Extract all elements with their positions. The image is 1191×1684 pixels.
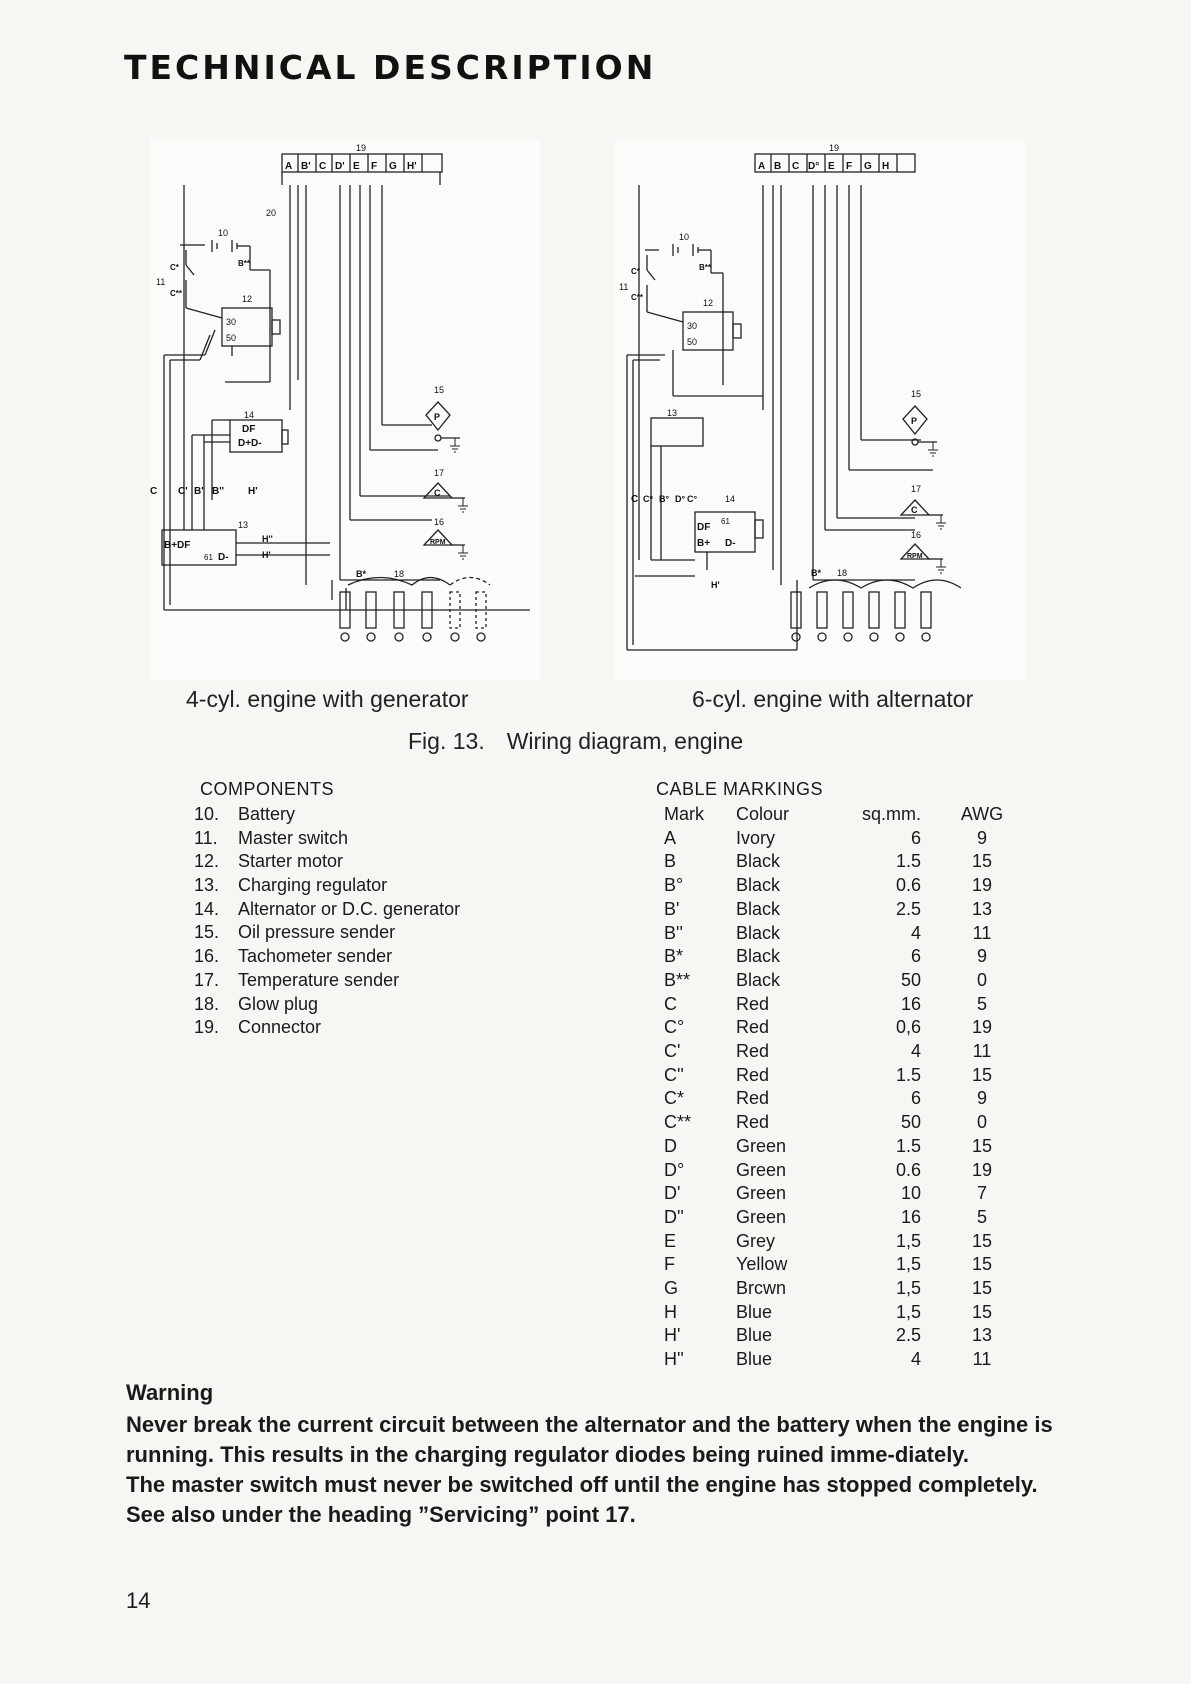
wire-label: C*: [643, 494, 654, 504]
cable-sqmm: 50: [900, 969, 922, 990]
terminal-label: 50: [226, 333, 237, 343]
cable-mark: B': [664, 898, 680, 919]
table-row: [664, 1277, 1007, 1301]
connector-pin-label: F: [371, 161, 378, 172]
cable-colour: Black: [736, 969, 781, 990]
ref-number: 17: [434, 468, 445, 478]
cable-sqmm: 1.5: [895, 851, 922, 872]
list-item: [194, 921, 460, 945]
warning-paragraph: Never break the current circuit between the alternator and the battery when the engine is running. This results in the charging regulator diodes being ruined imme-diately.: [126, 1412, 1053, 1467]
cable-colour: Red: [736, 1017, 770, 1038]
column-header: sq.mm.: [862, 804, 922, 824]
cable-awg: 15: [972, 1278, 993, 1299]
cable-colour: Yellow: [736, 1254, 788, 1275]
cable-colour: Green: [736, 1135, 787, 1156]
table-row: [664, 1040, 1007, 1064]
cable-mark: A: [664, 827, 677, 848]
table-row: [664, 1253, 1007, 1277]
table-row: [664, 1301, 1007, 1325]
table-row: [664, 945, 1007, 969]
warning-title: Warning: [126, 1380, 214, 1405]
connector-pin-label: C: [319, 161, 327, 172]
connector-pin-label: F: [846, 161, 853, 172]
wire-label: C*: [170, 263, 179, 272]
cable-sqmm: 0.6: [895, 875, 922, 896]
tacho-sender-symbol: RPM: [430, 539, 446, 546]
cable-awg: 15: [972, 1301, 993, 1322]
wire-label: C**: [170, 289, 183, 298]
wiring-diagram-6cyl-svg: [615, 140, 1025, 680]
figure-title: Wiring diagram, engine: [506, 728, 744, 754]
cable-colour: Blue: [736, 1349, 773, 1370]
components-heading: COMPONENTS: [200, 779, 335, 799]
wiring-diagram-4cyl-svg: [150, 140, 540, 680]
connector-pin-label: C: [792, 161, 800, 172]
cable-colour: Ivory: [736, 827, 776, 848]
wire-label: B**: [699, 263, 712, 272]
connector-pin-label: G: [389, 161, 397, 172]
ref-number: 16: [434, 517, 445, 527]
cable-sqmm: 4: [911, 922, 922, 943]
component-name: Oil pressure sender: [238, 922, 396, 943]
cable-sqmm: 6: [911, 827, 922, 848]
ref-number: 10: [679, 232, 690, 242]
cable-colour: Blue: [736, 1325, 773, 1346]
cable-mark: H: [664, 1301, 677, 1322]
table-row: [664, 1087, 1007, 1111]
ref-number: 17: [911, 484, 922, 494]
list-item: [194, 850, 460, 874]
cable-sqmm: 16: [900, 1206, 922, 1227]
cable-sqmm: 1,5: [895, 1254, 922, 1275]
connector-pin-label: A: [285, 161, 293, 172]
table-row: [664, 993, 1007, 1017]
wiring-diagram-6cyl: [615, 140, 1025, 680]
connector-pin-label: B': [301, 161, 311, 172]
cable-awg: 15: [972, 1064, 993, 1085]
cable-awg: 0: [977, 969, 988, 990]
component-number: 18.: [194, 993, 220, 1014]
wire-label: B*: [811, 568, 822, 578]
cable-mark: H'': [664, 1349, 684, 1370]
table-row: [664, 1064, 1007, 1088]
component-name: Master switch: [238, 827, 349, 848]
terminal-label: 30: [687, 321, 698, 331]
cable-sqmm: 1.5: [895, 1064, 922, 1085]
connector-pin-label: E: [353, 161, 360, 172]
connector-pin-label: D°: [808, 161, 820, 172]
cable-mark: D: [664, 1135, 677, 1156]
cable-colour: Black: [736, 898, 781, 919]
cable-awg: 11: [972, 922, 992, 943]
page-title: TECHNICAL DESCRIPTION: [124, 48, 657, 87]
cable-awg: 13: [972, 898, 993, 919]
ref-number: 15: [911, 389, 922, 399]
cable-colour: Green: [736, 1206, 787, 1227]
table-row: [664, 1016, 1007, 1040]
cable-mark: G: [664, 1278, 679, 1299]
ref-number: 11: [619, 282, 629, 292]
cable-colour: Red: [736, 1112, 770, 1133]
component-number: 11.: [194, 827, 218, 848]
cable-mark: B'': [664, 922, 683, 943]
cable-colour: Grey: [736, 1230, 776, 1251]
oil-sender-symbol: P: [434, 412, 441, 422]
connector-ref-number: 19: [356, 143, 367, 153]
cable-sqmm: 0,6: [895, 1017, 922, 1038]
cable-mark: C*: [664, 1088, 685, 1109]
component-number: 13.: [194, 875, 220, 896]
table-row: [664, 1135, 1007, 1159]
figure-caption: [408, 728, 765, 755]
connector-ref-number: 19: [829, 143, 840, 153]
cable-awg: 11: [972, 1041, 992, 1062]
component-number: 19.: [194, 1017, 220, 1038]
wire-label: H': [262, 550, 271, 560]
wire-label: C': [178, 486, 188, 497]
temp-sender-symbol: C: [911, 505, 918, 515]
cable-colour: Green: [736, 1159, 787, 1180]
terminal-label: 50: [687, 337, 698, 347]
cable-awg: 19: [972, 1159, 993, 1180]
component-name: Alternator or D.C. generator: [238, 898, 461, 919]
connector-pin-label: G: [864, 161, 872, 172]
connector-pin-label: E: [828, 161, 835, 172]
table-header-row: [664, 803, 1007, 827]
component-number: 15.: [194, 922, 220, 943]
wire-label: C*: [631, 267, 640, 276]
connector-pin-label: H': [407, 161, 417, 172]
ref-number: 14: [244, 410, 255, 420]
table-row: [664, 1159, 1007, 1183]
wiring-diagram-4cyl: [150, 140, 540, 680]
wire-label: C: [631, 494, 639, 505]
ref-number: 15: [434, 385, 445, 395]
cable-sqmm: 50: [900, 1112, 922, 1133]
component-name: Tachometer sender: [238, 946, 393, 967]
diagram-caption-right: 6-cyl. engine with alternator: [692, 686, 974, 712]
connector-pin-label: D': [335, 161, 345, 172]
cable-mark: H': [664, 1325, 681, 1346]
connector-pin-label: A: [758, 161, 766, 172]
ref-number: 18: [837, 568, 848, 578]
cable-mark: C°: [664, 1017, 685, 1038]
cable-awg: 13: [972, 1325, 993, 1346]
cable-awg: 7: [977, 1183, 988, 1204]
page-number: 14: [126, 1588, 151, 1613]
component-name: Starter motor: [238, 851, 344, 872]
cable-sqmm: 10: [900, 1183, 922, 1204]
cable-awg: 9: [977, 1088, 988, 1109]
cable-sqmm: 2.5: [895, 1325, 922, 1346]
cable-colour: Green: [736, 1183, 787, 1204]
cable-awg: 15: [972, 1254, 993, 1275]
wire-label: D°: [675, 494, 686, 504]
cable-mark: B: [664, 851, 677, 872]
list-item: [194, 827, 460, 851]
ref-number: 12: [242, 294, 253, 304]
cable-mark: D'': [664, 1206, 684, 1227]
cable-sqmm: 6: [911, 946, 922, 967]
list-item: [194, 874, 460, 898]
terminal-label: DF: [242, 424, 256, 435]
cable-mark: B**: [664, 969, 691, 990]
table-row: [664, 1324, 1007, 1348]
cable-sqmm: 1.5: [895, 1135, 922, 1156]
table-row: [664, 1182, 1007, 1206]
ref-number: 13: [238, 520, 249, 530]
table-row: [664, 1348, 1007, 1372]
cable-awg: 5: [977, 993, 988, 1014]
column-header: Colour: [736, 804, 790, 824]
warning-paragraph: The master switch must never be switched off until the engine has stopped completely. See also under the heading ”Servicing” point 17.: [126, 1472, 1038, 1527]
cable-sqmm: 0.6: [895, 1159, 922, 1180]
list-item: [194, 969, 460, 993]
wire-label: C: [150, 486, 158, 497]
cable-awg: 15: [972, 851, 993, 872]
connector-pin-label: B: [774, 161, 782, 172]
terminal-label: D-: [218, 552, 229, 563]
cable-awg: 9: [977, 827, 988, 848]
cable-awg: 11: [972, 1349, 992, 1370]
ref-number: 11: [156, 277, 166, 287]
figure-label: Fig. 13.: [408, 728, 485, 754]
cable-awg: 19: [972, 875, 993, 896]
cable-colour: Blue: [736, 1301, 773, 1322]
cable-mark: F: [664, 1254, 675, 1275]
terminal-label: B+: [697, 538, 711, 549]
cable-colour: Black: [736, 875, 781, 896]
wire-label: H': [248, 486, 258, 497]
component-number: 10.: [194, 804, 220, 824]
terminal-label: 61: [721, 517, 730, 526]
tacho-sender-symbol: RPM: [907, 553, 923, 560]
table-row: [664, 1111, 1007, 1135]
table-row: [664, 898, 1007, 922]
components-list: [194, 803, 460, 1040]
cable-sqmm: 6: [911, 1088, 922, 1109]
cable-awg: 5: [977, 1206, 988, 1227]
cable-mark: B°: [664, 875, 684, 896]
table-row: [664, 827, 1007, 851]
cable-markings-table: [664, 803, 1007, 1372]
cable-sqmm: 16: [900, 993, 922, 1014]
terminal-label: DF: [697, 522, 711, 533]
diagram-caption-left: 4-cyl. engine with generator: [186, 686, 469, 712]
ref-number: 10: [218, 228, 229, 238]
cable-colour: Red: [736, 1064, 770, 1085]
component-number: 17.: [194, 969, 220, 990]
ref-number: 13: [667, 408, 678, 418]
cable-mark: B*: [664, 946, 684, 967]
terminal-label: 30: [226, 317, 237, 327]
wire-label: H': [711, 580, 720, 590]
cable-mark: D': [664, 1183, 681, 1204]
wire-label: C**: [631, 293, 644, 302]
cable-sqmm: 1,5: [895, 1230, 922, 1251]
cable-sqmm: 4: [911, 1041, 922, 1062]
terminal-label: B+DF: [164, 540, 191, 551]
component-number: 14.: [194, 898, 220, 919]
ref-number: 16: [911, 530, 922, 540]
wire-label: B°: [659, 494, 670, 504]
wire-label: C°: [687, 494, 698, 504]
wire-label: B*: [356, 569, 367, 579]
cable-mark: E: [664, 1230, 677, 1251]
column-header: AWG: [960, 804, 1004, 824]
table-row: [664, 969, 1007, 993]
component-name: Battery: [238, 804, 296, 824]
table-row: [664, 850, 1007, 874]
wire-label: B**: [238, 259, 251, 268]
list-item: [194, 898, 460, 922]
component-name: Charging regulator: [238, 875, 388, 896]
table-row: [664, 922, 1007, 946]
list-item: [194, 803, 460, 827]
ref-number: 18: [394, 569, 405, 579]
ref-number: 14: [725, 494, 736, 504]
terminal-label: D-: [725, 538, 736, 549]
cable-colour: Black: [736, 922, 781, 943]
table-row: [664, 1230, 1007, 1254]
cable-awg: 15: [972, 1230, 993, 1251]
cable-mark: C'': [664, 1064, 684, 1085]
component-name: Glow plug: [238, 993, 319, 1014]
ref-number: 12: [703, 298, 714, 308]
cable-markings-heading: CABLE MARKINGS: [656, 779, 824, 799]
component-number: 16.: [194, 946, 220, 967]
cable-colour: Black: [736, 851, 781, 872]
cable-sqmm: 4: [911, 1349, 922, 1370]
list-item: [194, 1016, 460, 1040]
cable-mark: D°: [664, 1159, 685, 1180]
temp-sender-symbol: C: [434, 488, 441, 498]
cable-colour: Red: [736, 1041, 770, 1062]
component-name: Temperature sender: [238, 969, 400, 990]
wire-label: H'': [262, 534, 273, 544]
ref-number: 20: [266, 208, 277, 218]
wire-label: B'': [212, 486, 224, 497]
cable-sqmm: 2.5: [895, 898, 922, 919]
table-row: [664, 874, 1007, 898]
terminal-label: D+D-: [238, 438, 262, 449]
cable-awg: 9: [977, 946, 988, 967]
cable-sqmm: 1,5: [895, 1301, 922, 1322]
cable-awg: 19: [972, 1017, 993, 1038]
list-item: [194, 993, 460, 1017]
cable-mark: C: [664, 993, 677, 1014]
cable-sqmm: 1,5: [895, 1278, 922, 1299]
terminal-label: 61: [204, 553, 213, 562]
cable-awg: 15: [972, 1135, 993, 1156]
table-row: [664, 1206, 1007, 1230]
cable-mark: C**: [664, 1112, 692, 1133]
cable-mark: C': [664, 1041, 681, 1062]
component-number: 12.: [194, 851, 220, 872]
connector-pin-label: H: [882, 161, 890, 172]
oil-sender-symbol: P: [911, 416, 918, 426]
cable-colour: Brcwn: [736, 1278, 787, 1299]
list-item: [194, 945, 460, 969]
component-name: Connector: [238, 1017, 322, 1038]
cable-colour: Red: [736, 993, 770, 1014]
cable-colour: Red: [736, 1088, 770, 1109]
column-header: Mark: [664, 804, 704, 824]
cable-awg: 0: [977, 1112, 988, 1133]
cable-colour: Black: [736, 946, 781, 967]
wire-label: B': [194, 486, 204, 497]
warning-body: [126, 1410, 1064, 1530]
